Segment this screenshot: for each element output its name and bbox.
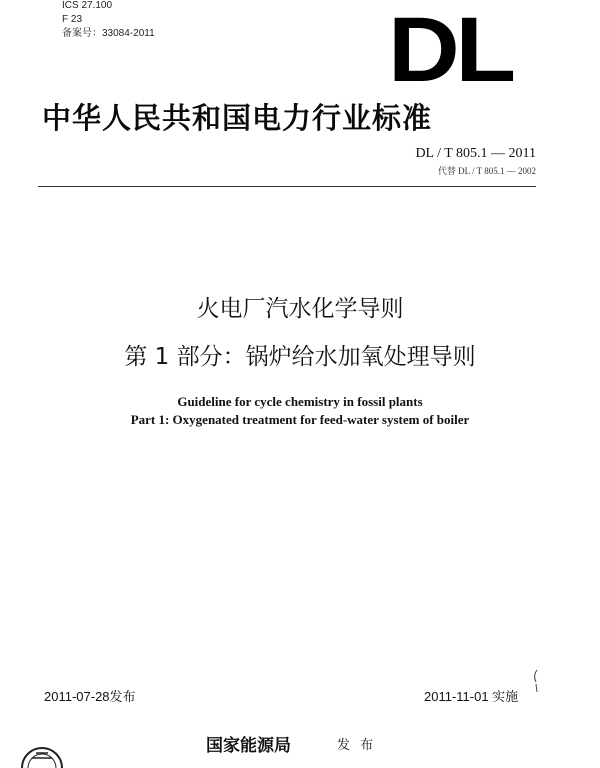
title-zh-line1: 火电厂汽水化学导则 [196,296,404,322]
title-en-line2: Part 1: Oxygenated treatment for feed-water system of boiler [130,412,470,427]
title-zh-line2: 第 1 部分：锅炉给水加氧处理导则 [124,344,476,370]
seal-icon [18,742,66,768]
title-en-line1: Guideline for cycle chemistry in fossil plants [177,394,423,409]
category-title: 中华人民共和国电力行业标准 [42,101,433,135]
issuer-action: 发 布 [337,738,377,753]
implement-date: 2011-11-01 实施 [424,689,519,704]
ccs-code: F 23 [62,14,83,25]
issuer-name: 国家能源局 [206,736,291,756]
dl-logo: DL [388,0,512,101]
standard-number: DL / T 805.1 — 2011 [415,146,536,161]
ics-code: ICS 27.100 [62,0,113,11]
scan-mark-icon [528,668,542,694]
publish-date: 2011-07-28发布 [44,689,136,704]
record-number: 备案号：33084-2011 [62,28,155,39]
header-divider [38,186,536,187]
replaced-standard: 代替 DL / T 805.1 — 2002 [437,166,536,176]
